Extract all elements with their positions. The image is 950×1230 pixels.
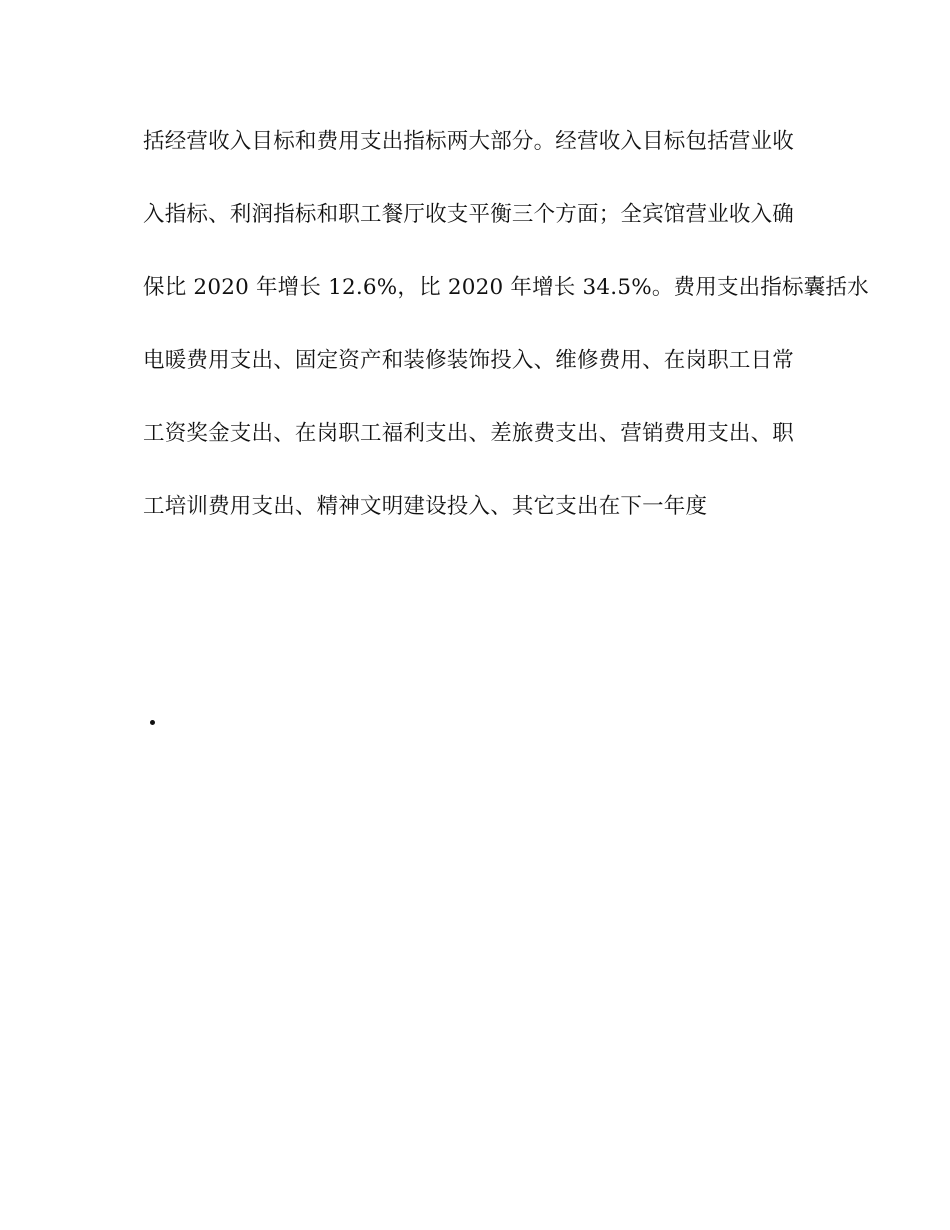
body-paragraph [143,122,869,560]
paragraph-line-4: 电暖费用支出、固定资产和装修装饰投入、维修费用、在岗职工日常 [143,348,795,373]
paragraph-line-5: 工资奖金支出、在岗职工福利支出、差旅费支出、营销费用支出、职 [143,421,795,446]
paragraph-line-2: 入指标、利润指标和职工餐厅收支平衡三个方面；全宾馆营业收入确 [143,202,795,227]
paragraph-line-6: 工培训费用支出、精神文明建设投入、其它支出在下一年度 [143,494,708,519]
paragraph-line-1: 括经营收入目标和费用支出指标两大部分。经营收入目标包括营业收 [143,129,795,154]
paragraph-line-3: 保比 2020 年增长 12.6%，比 2020 年增长 34.5%。费用支出指标囊括水 [143,275,869,300]
bullet-dot-icon [150,720,155,725]
